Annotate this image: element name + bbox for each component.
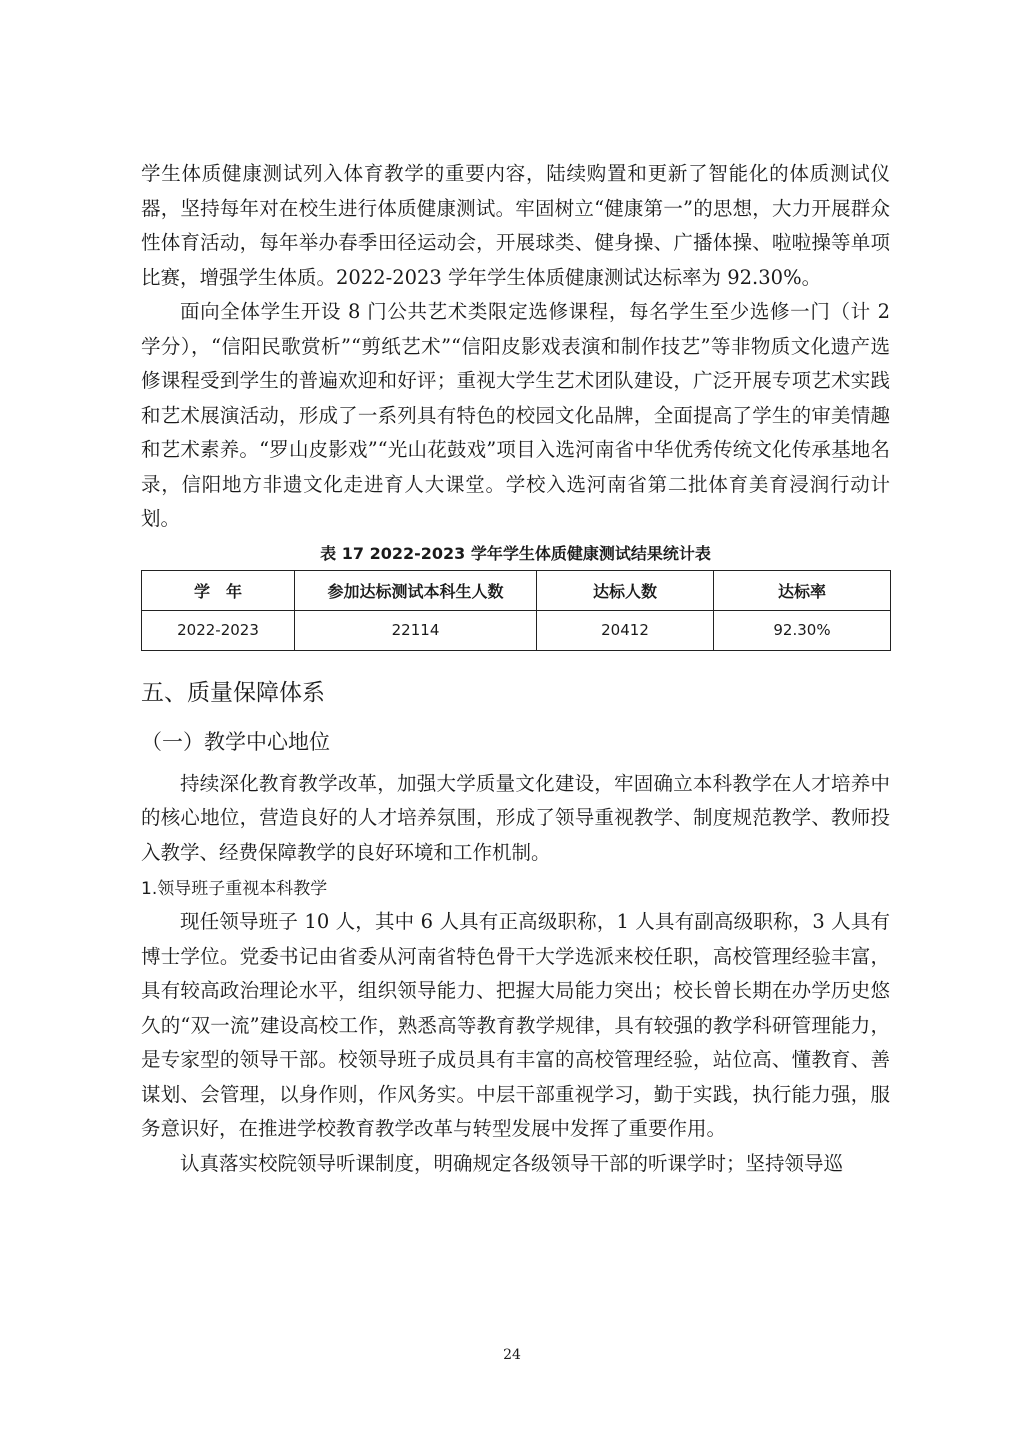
table-caption: 表 17 2022-2023 学年学生体质健康测试结果统计表 [320, 543, 711, 563]
body-paragraph: 学生体质健康测试列入体育教学的重要内容，陆续购置和更新了智能化的体质测试仪器，坚持每年对在校生进行体质健康测试。牢固树立“健康第一”的思想，大力开展群众性体育活动，每年举办春季田径运动会，开展球类、健身操、广播体操、啦啦操等单项比赛，增强学生体质。2022-2023 学年学生体质健康测试达标率为 92.30%。 [141, 162, 890, 289]
table-header-cell: 达标率 [714, 570, 891, 610]
fitness-test-table [141, 570, 891, 651]
table-header-cell: 参加达标测试本科生人数 [295, 570, 537, 610]
item-heading: 1.领导班子重视本科教学 [141, 879, 328, 899]
table-header-row [142, 570, 891, 610]
table-cell: 20412 [537, 610, 714, 650]
table-row [142, 610, 891, 650]
body-paragraph: 面向全体学生开设 8 门公共艺术类限定选修课程，每名学生至少选修一门（计 2 学分），“信阳民歌赏析”“剪纸艺术”“信阳皮影戏表演和制作技艺”等非物质文化遗产选修课程受到学生的普遍欢迎和好评；重视大学生艺术团队建设，广泛开展专项艺术实践和艺术展演活动，形成了一系列具有特色的校园文化品牌，全面提高了学生的审美情趣和艺术素养。“罗山皮影戏”“光山花鼓戏”项目入选河南省中华优秀传统文化传承基地名录，信阳地方非遗文化走进育人大课堂。学校入选河南省第二批体育美育浸润行动计划。 [141, 300, 890, 530]
body-paragraph: 认真落实校院领导听课制度，明确规定各级领导干部的听课学时；坚持领导巡 [180, 1151, 844, 1175]
table-header-cell: 达标人数 [537, 570, 714, 610]
table-cell: 92.30% [714, 610, 891, 650]
body-paragraph: 现任领导班子 10 人，其中 6 人具有正高级职称，1 人具有副高级职称，3 人具有博士学位。党委书记由省委从河南省特色骨干大学选派来校任职，高校管理经验丰富，具有较高政治理论水平，组织领导能力、把握大局能力突出；校长曾长期在办学历史悠久的“双一流”建设高校工作，熟悉高等教育教学规律，具有较强的教学科研管理能力，是专家型的领导干部。校领导班子成员具有丰富的高校管理经验，站位高、懂教育、善谋划、会管理，以身作则，作风务实。中层干部重视学习，勤于实践，执行能力强，服务意识好，在推进学校教育教学改革与转型发展中发挥了重要作用。 [141, 910, 890, 1140]
section-heading: 五、质量保障体系 [141, 679, 325, 706]
subsection-heading: （一）教学中心地位 [141, 729, 330, 754]
table-cell: 22114 [295, 610, 537, 650]
page-content [141, 157, 890, 1181]
table-cell: 2022-2023 [142, 610, 295, 650]
page-number: 24 [503, 1347, 521, 1363]
table-header-cell: 学 年 [142, 570, 295, 610]
body-paragraph: 持续深化教育教学改革，加强大学质量文化建设，牢固确立本科教学在人才培养中的核心地位，营造良好的人才培养氛围，形成了领导重视教学、制度规范教学、教师投入教学、经费保障教学的良好环境和工作机制。 [141, 771, 890, 864]
